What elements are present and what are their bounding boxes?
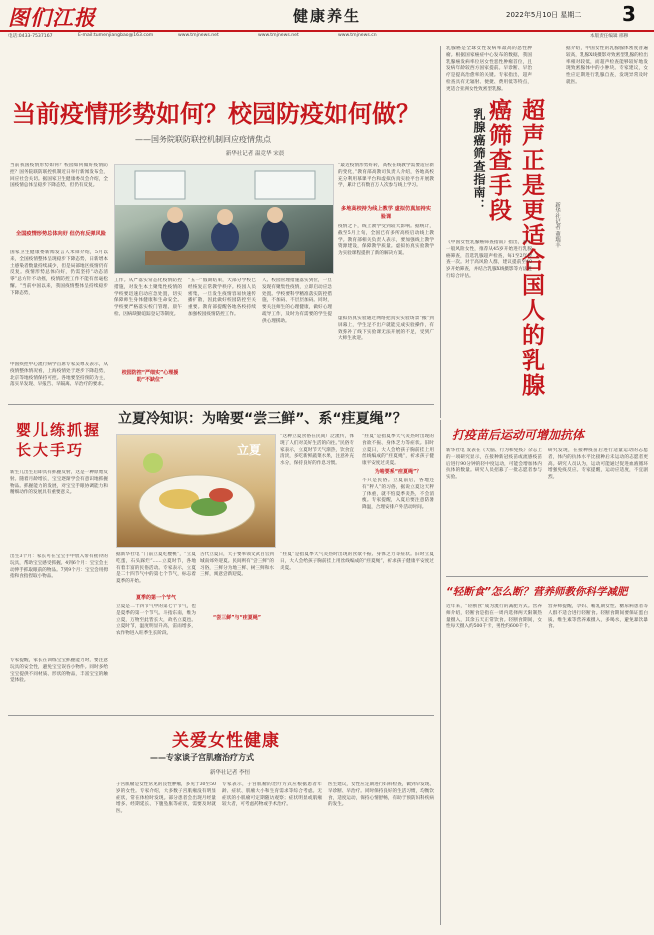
- women-headline: 关爱女性健康: [172, 731, 280, 751]
- lixia-photo: [116, 434, 276, 548]
- women-col3: 医生建议，女性应定期进行妇科检查，做到早发现、早诊断、早治疗。同时保持良好的生活习惯，均衡饮食，适度运动，保持心情舒畅，有助于预防妇科疾病的发生。: [328, 782, 434, 808]
- lixia-col3: “这种立夏食俗在民间广泛流传，体现了人们对美好生活的向往。”民俗专家表示，立夏时节天气渐热，饮食宜清淡，多吃新鲜蔬菜水果，注意补充水分，保持良好的作息习惯。: [280, 434, 354, 467]
- website-link-1[interactable]: www.tmjnews.net: [178, 33, 219, 38]
- women-subhead: ——专家谈子宫肌瘤治疗方式: [150, 753, 254, 762]
- lixia-extra: “疰夏”是指夏季天气炎热时出现的食欲不振、身体乏力等症状。旧时立夏日，大人会给孩子胸前挂上用丝线编成的“疰夏绳”，祈求孩子健康平安度过炎夏。: [280, 552, 434, 571]
- lead-col3b: 疫情之下，线上教学受到较大影响。据统计，截至5月上旬，全国已有多所高校启动线上教学。教育部相关负责人表示，要加强线上教学资源建设，保障教学质量。虚拟仿真实验教学为实验课程提供了新的解决方案。: [338, 224, 434, 257]
- breast-col2: 《中国女性乳腺癌筛查指南》指出，对于一般风险女性，推荐从45岁开始进行乳腺癌筛查，首选乳腺超声检查，每1至2年检查一次。对于高风险人群，建议提前至40岁开始筛查，并结合乳腺X线摄影等方法进行综合评估。: [446, 240, 532, 279]
- breast-headline: 超声正是更适合国人的乳腺癌筛查手段: [485, 98, 544, 398]
- breast-kicker: 乳腺癌筛查指南：: [472, 108, 486, 212]
- masthead-rule: [0, 30, 654, 32]
- column-divider-lower: [440, 420, 441, 925]
- contact-phone: 电话:0433-7537167: [8, 34, 53, 39]
- section-divider-2: [8, 715, 434, 716]
- lead-col4b: 虚拟仿真实验通过网络把真实实验场景“搬”到屏幕上，学生足不出户就能完成实验操作，有效弥补了线下实验课无法开展的不足，受到广大师生欢迎。: [338, 316, 434, 342]
- lead-col2: 工作。从严落实常态化疫情防控措施，对发生本土聚集性疫情的学校要迅速启动应急处置，切实保障师生身体健康和生命安全。学校要严格落实校门管理、晨午检、因病缺勤追踪登记等制度。: [114, 278, 182, 317]
- lead-intro: 当前我国疫情形势如何？校园如何做好疫情防控？国务院联防联控机制近日举行新闻发布会，回应社会关切。据国家卫生健康委员会介绍，全国疫情总体呈稳步下降态势，但仍有反复。: [10, 163, 108, 189]
- women-byline: 新华社记者 李恒: [209, 770, 251, 776]
- breast-byline: 新华社记者 董瑞丰: [554, 202, 560, 248]
- contact-row: [0, 33, 654, 41]
- lixia-col1: 据新华社电 “门前立夏吃樱桃”，“立夏吃蛋，石头踩烂”……立夏时节，各地有着丰富的民俗活动。专家表示，立夏是二十四节气中的第七个节气，标志着夏季的开始。: [116, 552, 196, 585]
- lixia-subtitle-2: “尝三鲜”与“疰夏绳”: [212, 615, 262, 621]
- contact-email[interactable]: E-mail:tumenjiangbao@163.com: [78, 33, 154, 38]
- lead-col2b: “五一”假期结束，大部分学校已经恢复正常教学秩序。校园人员密集，一旦发生疫情容易快速传播扩散，因此做好校园防控至关重要。教育部提醒各地各校持续加强校园疫情防控工作。: [188, 278, 256, 317]
- fasting-col2: 营养师提醒，孕妇、哺乳期女性、糖尿病患者等人群不适合进行轻断食。轻断食期间要保证蛋白质、维生素等营养素摄入，多喝水，避免暴饮暴食。: [548, 604, 648, 630]
- lixia-photo-caption: 立夏: [237, 443, 262, 457]
- women-col2: 专家表示，子宫肌瘤的治疗方式应根据患者年龄、症状、肌瘤大小和生育需求等综合考虑。无症状的小肌瘤可定期随访观察；症状明显或肌瘤较大者，可考虑药物或手术治疗。: [222, 782, 322, 808]
- page-number: 3: [622, 2, 636, 26]
- website-link-2[interactable]: www.tmjnews.net: [258, 33, 299, 38]
- website-link-3[interactable]: www.tmjnews.cn: [338, 33, 377, 38]
- lead-col3-top: “最近疫情形势好转，高校在线教学需要适应新的变化，”教育部高教司负责人介绍，各地高校充分利用慕课平台和虚拟仿真实验平台开展教学，累计已有数百万人次参与线上学习。: [338, 163, 434, 189]
- lead-col1b: 中国疾控中心流行病学首席专家吴尊友表示，从疫情整体情况看，上海疫情处于逐步下降趋势，北京等地疫情保持可控。各地要坚持预防为主，落实早发现、早报告、早隔离、早治疗的要求。: [10, 362, 108, 388]
- lixia-headline: 立夏冷知识：为啥要“尝三鲜”、系“疰夏绳”？: [118, 411, 407, 427]
- section-title: 健康养生: [292, 7, 361, 25]
- lixia-col2b: “疰夏”是指夏季天气炎热时出现的食欲不振、身体乏力等症状。旧时立夏日，大人会给孩子胸前挂上用丝线编成的“疰夏绳”，祈求孩子健康平安度过炎夏。: [362, 434, 434, 466]
- lead-col3: 人、校园管理措施落实到位，一旦发现有聚集性疫情，立即启动应急处置。学校要科学精准落实防控措施，不加码、不层层加码。同时，要关注师生的心理健康，做好心理疏导工作，及时为有需要的学生提供心理援助。: [262, 278, 332, 324]
- lixia-col3b: 不只是民俗。立夏前后，各地还有“秤人”的习俗，据说立夏这天秤了体重，就不怕夏季炎热，不会消瘦。专家提醒，入夏后要注意防暑降温，合理安排户外活动时间。: [362, 478, 434, 511]
- lead-subtitle-2: 校园防控“严细实”心理援助“不缺位”: [121, 370, 179, 383]
- lead-byline: 新华社记者 温竞华 宋晨: [225, 151, 285, 157]
- infant-col2: 出生3个月：家长可在宝宝手中放入带有摇铃的玩具，帮助宝宝感受抓握。4到6个月：宝宝会主动伸手抓取眼前的物品。7到9个月：宝宝会用拇指和食指捏取小物品。: [10, 554, 108, 580]
- newspaper-logo: 图们江报: [8, 5, 96, 30]
- lead-col1: 国家卫生健康委新闻发言人米锋介绍，5月以来，全国疫情整体呈现稳步下降态势，日新增本土感染者数量持续减少，但是局部地区疫情仍有反复。疫情形势总体向好，仍需坚持“动态清零”总方针不动摇，疫情防控工作不能有丝毫松懈。“当前中国以来，我国疫情整体呈持续稳步下降态势，: [10, 250, 108, 296]
- women-col1: 子宫肌瘤是女性常见的良性肿瘤，多见于30至50岁的女性。专家介绍，大多数子宫肌瘤没有明显症状，常在体检时发现。部分患者会出现月经量增多、经期延长、下腹坠胀等症状，需要及时就医。: [116, 782, 216, 815]
- section-divider-1: [8, 404, 434, 405]
- page-editor: 本版责任编辑 邢穆: [590, 34, 629, 39]
- lead-subtitle-1: 全国疫情形势总体向好 但仍有反弹风险: [16, 231, 106, 237]
- lixia-subtitle-1: 夏季的第一个节气: [135, 595, 176, 601]
- lead-photo: [114, 164, 334, 274]
- lixia-col2: 古代立夏日，天子要率领文武百官到城南郊外迎夏。民间则有“尝三鲜”的习俗，三鲜分为地三鲜、树三鲜和水三鲜，寓意尝新迎夏。: [200, 552, 274, 578]
- infant-col1: 新生儿出生后即具有抓握反射，这是一种原始反射。随着月龄增长，宝宝逐渐学会有意识地抓握物品。抓握能力的发展，对宝宝手眼协调能力和精细动作的发展具有重要意义。: [10, 470, 108, 496]
- section-divider-3: [446, 576, 648, 577]
- fasting-headline: “轻断食”怎么断？营养师教你科学减肥: [446, 586, 628, 598]
- lixia-subtitle-3: 为啥要系“疰夏绳”？: [374, 469, 422, 475]
- lead-subtitle-3: 多地高校持为线上教学 虚拟仿真加持实验课: [341, 206, 431, 220]
- lead-headline: 当前疫情形势如何？校园防疫如何做？: [12, 100, 420, 128]
- fasting-col1: 近年来，“轻断食”成为流行的减肥方式。营养师介绍，轻断食是指在一周内选择两天限制热量摄入，其余五天正常饮食。轻断食期间，女性每天摄入约500千卡，男性约600千卡。: [446, 604, 542, 630]
- masthead: [0, 0, 654, 40]
- vaccine-col1: 新华社电 发表在《大脑、行为和免疫》杂志上的一项研究显示，在接种新冠疫苗或流感疫苗后进行90分钟的轻中度运动，可能会增加体内抗体的数量。研究人员招募了一批志愿者参与实验。: [446, 448, 542, 481]
- column-divider-right: [440, 46, 441, 418]
- breast-col3: 据介绍，中国女性的乳腺腺体密度普遍较高，乳腺X线摄影对致密型乳腺的检出率相对较低，而超声检查能够较好地发现致密腺体中的小肿块。专家建议，女性应定期进行乳腺自查，发现异常及时就医。: [566, 46, 648, 85]
- infant-col3: 专家提醒，家长在训练宝宝抓握能力时，要注意玩具的安全性，避免宝宝误吞小物件。同时多给宝宝提供不同材质、形状的物品，丰富宝宝的触觉体验。: [10, 658, 108, 684]
- issue-date: 2022年5月10日 星期二: [506, 11, 582, 19]
- classroom-photo-icon: [115, 165, 333, 273]
- vaccine-headline: 打疫苗后运动可增加抗体: [452, 428, 585, 442]
- vaccine-col2: 研究发现，在接种疫苗后进行适量运动的志愿者，体内的抗体水平比接种后未运动的志愿者更高。研究人员认为，运动可能通过促进血液循环增强免疫反应。专家提醒，运动应适度，不宜剧烈。: [548, 448, 648, 481]
- lixia-col1b: 立夏是二十四节气中的第七个节气，也是夏季的第一个节气。斗指东南，维为立夏，万物至此皆长大，故名立夏也。立夏时节，温度明显升高，雷雨增多，农作物进入旺季生长阶段。: [116, 604, 196, 637]
- breast-col1: 乳腺癌是全球女性发病率最高的恶性肿瘤。根据国家癌症中心发布的数据，我国乳腺癌发病率位居女性恶性肿瘤首位，且发病年龄较西方国家提前。早诊断、早治疗是提高治愈率的关键。专家指出，超声检查具有无辐射、便捷、费用低等特点，更适合亚洲女性致密型乳腺。: [446, 46, 532, 92]
- lead-subhead: ——国务院联防联控机制回应疫情焦点: [135, 135, 271, 144]
- infant-headline: 婴儿练抓握 长大手巧: [16, 421, 102, 459]
